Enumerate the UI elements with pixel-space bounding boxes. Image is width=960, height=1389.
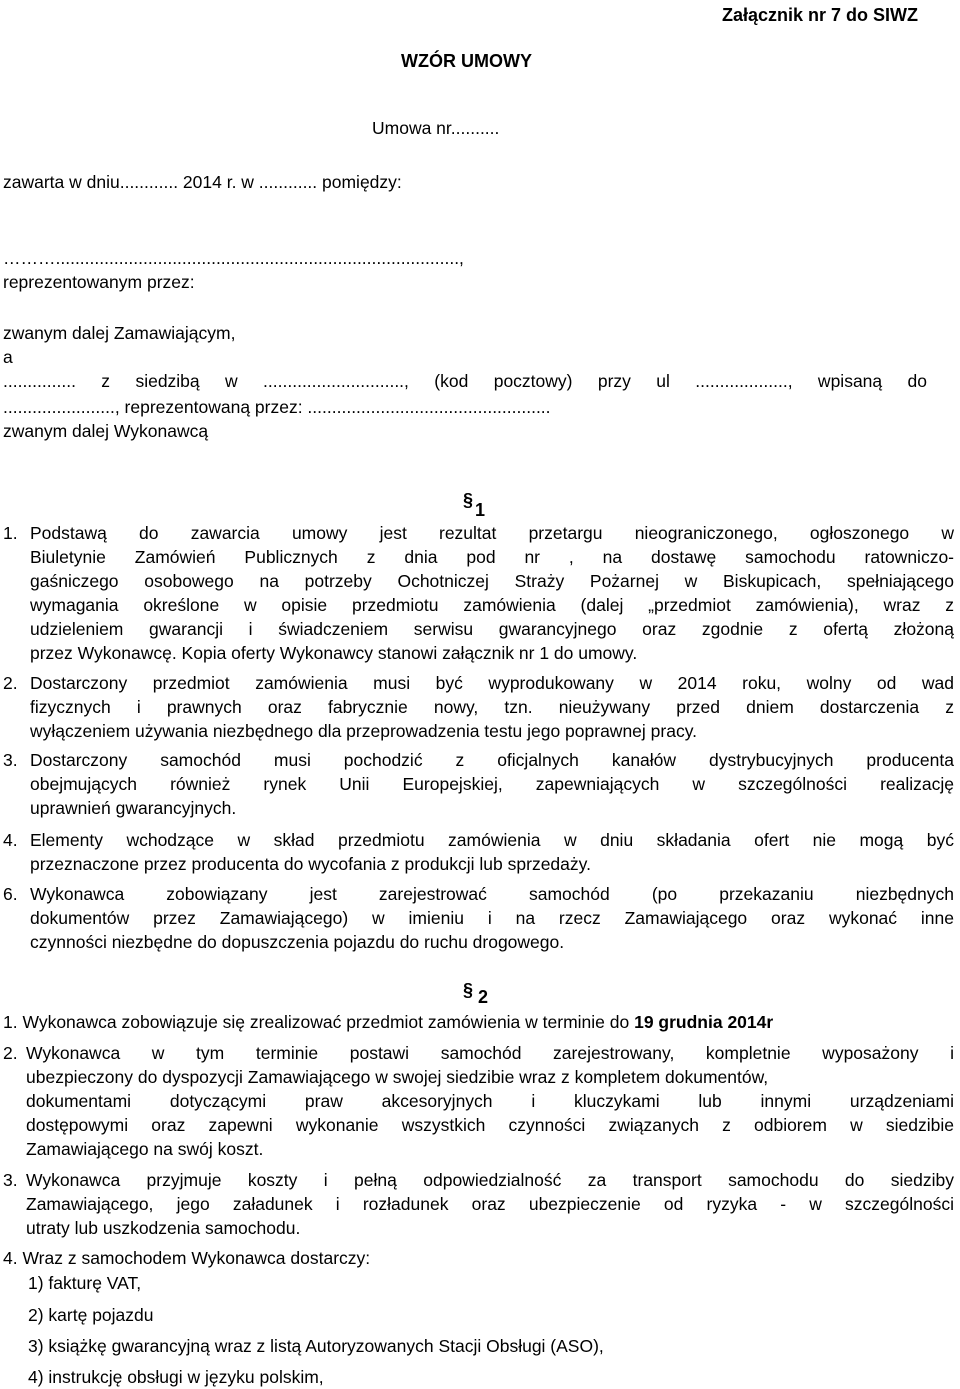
s2-p2-number: 2. — [3, 1043, 18, 1063]
s1-p6-number: 6. — [3, 884, 18, 904]
party-2-role: zwanym dalej Wykonawcą — [3, 421, 209, 441]
annex-label: Załącznik nr 7 do SIWZ — [722, 5, 919, 25]
s2-paragraph-4: 4. Wraz z samochodem Wykonawca dostarczy: — [3, 1248, 371, 1268]
section-2-heading: § — [463, 980, 474, 1000]
s1-paragraph-4: Elementy wchodzące w skład przedmiotu zamówienia w dniu składania ofert nie mogą być przeznaczone przez producenta do wycofania z produkcji lub sprzedaży. — [30, 830, 954, 874]
s2-paragraph-2: Wykonawca w tym terminie postawi samochód zarejestrowany, kompletnie wyposażony i ubezpieczony do dyspozycji Zamawiającego w swojej siedzibie wraz z kompletem dokumentów, dokumentami dotyczącymi praw akcesoryjnych i kluczykami lub innymi urządzeniami dostępowymi oraz zapewni wykonanie wszystkich czynności związanych z odbiorem w siedzibie Zamawiającego na swój koszt. — [26, 1043, 954, 1159]
s1-p1-number: 1. — [3, 523, 18, 543]
section-2-number: 2 — [478, 987, 489, 1007]
s1-p4-number: 4. — [3, 830, 18, 850]
delivery-item-4: 4) instrukcję obsługi w języku polskim, — [28, 1367, 324, 1387]
delivery-item-3: 3) książkę gwarancyjną wraz z listą Autoryzowanych Stacji Obsługi (ASO), — [28, 1336, 604, 1356]
concluded-line: zawarta w dniu............ 2014 r. w ............ pomiędzy: — [3, 172, 402, 192]
delivery-item-1: 1) fakturę VAT, — [28, 1273, 142, 1293]
party-2-represented: ......................., reprezentowaną przez: .................................................. — [3, 397, 551, 417]
delivery-item-2: 2) kartę pojazdu — [28, 1305, 154, 1325]
s1-paragraph-2: Dostarczony przedmiot zamówienia musi być wyprodukowany w 2014 roku, wolny od wad fizycznych i prawnych oraz fabrycznie nowy, tzn. nieużywany przed dniem dostarczenia z wyłączeniem używania niezbędnego dla przeprowadzenia testu jego poprawnej pracy. — [30, 673, 954, 741]
section-1-number: 1 — [475, 500, 486, 520]
party-1-role: zwanym dalej Zamawiającym, — [3, 323, 236, 343]
s2-p3-number: 3. — [3, 1170, 18, 1190]
conjunction: a — [3, 347, 13, 367]
contract-number: Umowa nr.......... — [372, 118, 500, 138]
s1-paragraph-1: Podstawą do zawarcia umowy jest rezultat przetargu nieograniczonego, ogłoszonego w Biuletynie Zamówień Publicznych z dnia pod nr , na dostawę samochodu ratowniczo- gaśniczego osobowego na potrzeby Ochotniczej Straży Pożarnej w Biskupicach, spełniającego wymagania określone w opisie przedmiotu zamówienia (dalej „przedmiot zamówienia), wraz z udzieleniem gwarancji i świadczeniem serwisu gwarancyjnego oraz zgodnie z ofertą złożoną przez Wykonawcę. Kopia oferty Wykonawcy stanowi załącznik nr 1 do umowy. — [30, 523, 954, 663]
s2-paragraph-3: Wykonawca przyjmuje koszty i pełną odpowiedzialność za transport samochodu do siedziby Zamawiającego, jego załadunek i rozładunek oraz ubezpieczenie od ryzyka - w szczególności utraty lub uszkodzenia samochodu. — [26, 1170, 954, 1238]
document-title: WZÓR UMOWY — [401, 51, 532, 71]
party-1-name: ………..................................................................................., — [3, 248, 464, 268]
party-1-represented: reprezentowanym przez: — [3, 272, 195, 292]
party-2-seat: ............... z siedzibą w ............................., (kod pocztowy) przy ul ..................., wpisaną do — [3, 371, 927, 391]
s1-paragraph-3: Dostarczony samochód musi pochodzić z oficjalnych kanałów dystrybucyjnych producenta obejmujących również rynek Unii Europejskiej, zapewniających w szczególności realizację uprawnień gwarancyjnych. — [30, 750, 954, 818]
s1-paragraph-6: Wykonawca zobowiązany jest zarejestrować samochód (po przekazaniu niezbędnych dokumentów przez Zamawiającego) w imieniu i na rzecz Zamawiającego oraz wykonać inne czynności niezbędne do dopuszczenia pojazdu do ruchu drogowego. — [30, 884, 954, 952]
section-1-heading: § — [463, 490, 474, 510]
s1-p3-number: 3. — [3, 750, 18, 770]
s1-p2-number: 2. — [3, 673, 18, 693]
s2-paragraph-1: 1. Wykonawca zobowiązuje się zrealizować przedmiot zamówienia w terminie do 19 grudnia 2014r — [3, 1012, 774, 1032]
